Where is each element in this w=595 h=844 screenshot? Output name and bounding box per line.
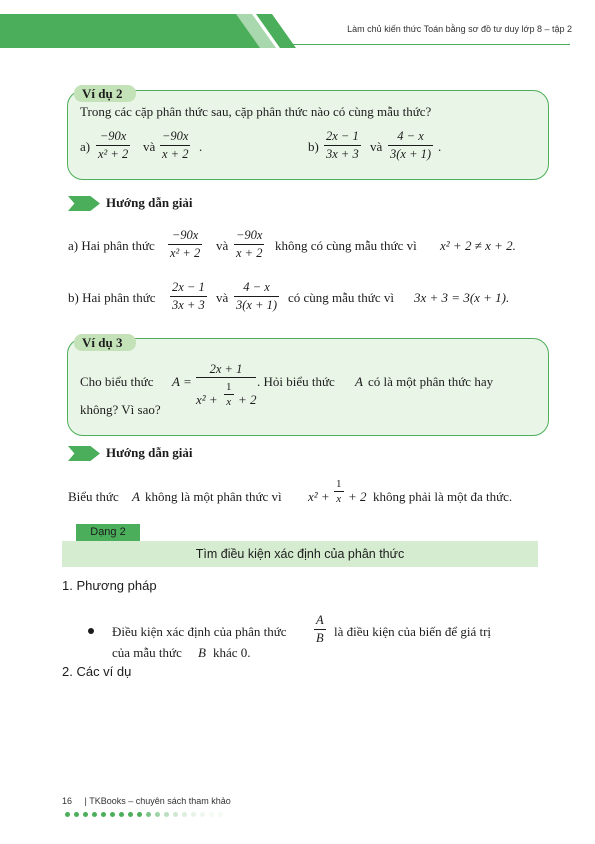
guide-1-a-condition: x² + 2 ≠ x + 2. [440,238,516,253]
footer-dot [164,812,169,817]
guide-1-a-fraction-2 [234,228,264,261]
type-title-bar: Tìm điều kiện xác định của phân thức [62,541,538,567]
example-3-den-fraction [224,381,234,408]
example-2-label: Ví dụ 2 [74,85,136,102]
fraction-denominator: B [316,631,324,645]
guide-1-b-fraction-1 [170,280,207,313]
section-2-heading: 2. Các ví dụ [62,664,132,679]
example-3-text-3: có là một phân thức hay [368,374,494,389]
fraction-numerator: 4 − x [234,280,279,297]
section-1-text-2: là điều kiện của biến để giá trị [334,624,492,639]
example-3-numerator: 2x + 1 [196,362,256,378]
footer-dot [65,812,70,817]
guide-1-b-text-2: có cùng mẫu thức vì [288,290,394,305]
footer-dots [65,812,223,817]
guide-2-text-2: không là một phân thức vì [145,489,282,504]
footer-dot [182,812,187,817]
fraction-numerator: 4 − x [388,129,433,146]
footer-dot [83,812,88,817]
guide-2-expr-post: + 2 [348,489,367,504]
example-3-label: Ví dụ 3 [74,334,136,351]
example-2-a-fraction-1 [96,129,130,162]
guide-1-a-fraction-1 [168,228,202,261]
fraction-numerator: −90x [96,129,130,146]
footer-dot [128,812,133,817]
fraction-denominator: x + 2 [236,246,263,260]
footer-dot [146,812,151,817]
example-2-b-and: và [370,139,383,154]
guide-1-a-and: và [216,238,229,253]
footer-text: | TKBooks – chuyên sách tham khảo [84,796,231,806]
fraction-denominator: 3x + 3 [326,147,359,161]
guide-1-b-condition: 3x + 3 = 3(x + 1). [414,290,510,305]
page-number: 16 [62,796,73,806]
guide-1-b-text: b) Hai phân thức [68,290,156,305]
example-2-a-fraction-2 [160,129,190,162]
example-2-b-prefix: b) [308,139,319,154]
header-rule [290,44,570,45]
type-tag: Dạng 2 [76,524,140,541]
fraction-denominator: 3(x + 1) [236,298,278,312]
example-3-var: A [355,374,363,389]
footer-dot [209,812,214,817]
fraction-numerator: A [314,613,326,630]
footer-dot [155,812,160,817]
fraction-denominator: x² + 2 [98,147,129,161]
example-3-text: Cho biểu thức [80,374,154,389]
guide-2-title: Hướng dẫn giải [106,445,193,460]
section-1-text: Điều kiện xác định của phân thức [112,624,287,639]
example-2-a-end: . [199,139,203,154]
example-3-den-post: + 2 [238,392,257,407]
guide-2-text-3: không phải là một đa thức. [373,489,513,504]
example-3-lhs: A = [172,374,192,389]
guide-arrow-icon [68,446,100,461]
footer-dot [119,812,124,817]
example-2-b-end: . [438,139,442,154]
footer-dot [218,812,223,817]
guide-1-b-and: và [216,290,229,305]
section-1-text-4: khác 0. [213,645,251,660]
guide-2-var: A [132,489,140,504]
footer-dot [173,812,178,817]
footer-dot [110,812,115,817]
guide-1-title: Hướng dẫn giải [106,195,193,210]
fraction-denominator: x [336,493,342,505]
fraction-denominator: x² + 2 [170,246,201,260]
footer-dot [191,812,196,817]
example-2-b-fraction-2 [388,129,433,162]
guide-arrow-icon [68,196,100,211]
section-1-var: B [198,645,206,660]
fraction-numerator: 2x − 1 [324,129,361,146]
fraction-numerator: −90x [168,228,202,245]
guide-1-a-text-2: không có cùng mẫu thức vì [275,238,417,253]
example-2-b-fraction-1 [324,129,361,162]
footer-dot [74,812,79,817]
section-1-fraction [314,613,326,646]
fraction-denominator: 3(x + 1) [390,147,432,161]
example-3-text-4: không? Vì sao? [80,402,161,417]
guide-1-b-fraction-2 [234,280,279,313]
bullet-icon [88,628,94,634]
guide-2-text: Biểu thức [68,489,119,504]
fraction-denominator: x + 2 [162,147,189,161]
fraction-numerator: −90x [160,129,190,146]
example-3-den-pre: x² + [196,392,218,407]
header-title: Làm chủ kiến thức Toán bằng sơ đồ tư duy lớp 8 – tập 2 [347,24,572,34]
footer-dot [200,812,205,817]
section-1-text-3: của mẫu thức [112,645,182,660]
section-1-heading: 1. Phương pháp [62,578,157,593]
fraction-denominator: x [226,396,232,408]
guide-2-expr-pre: x² + [308,489,330,504]
fraction-numerator: 2x − 1 [170,280,207,297]
footer-dot [101,812,106,817]
footer-dot [92,812,97,817]
guide-2-fraction [334,478,344,505]
fraction-denominator: 3x + 3 [172,298,205,312]
header-green-bar [0,14,276,48]
fraction-numerator: 1 [226,381,232,393]
example-2-a-prefix: a) [80,139,91,154]
example-3-text-2: . Hỏi biểu thức [257,374,335,389]
fraction-numerator: −90x [234,228,264,245]
footer [62,796,231,806]
guide-1-a-text: a) Hai phân thức [68,238,155,253]
fraction-numerator: 1 [336,478,342,490]
example-2-a-and: và [143,139,156,154]
example-2-question: Trong các cặp phân thức sau, cặp phân thức nào có cùng mẫu thức? [80,104,432,119]
footer-dot [137,812,142,817]
